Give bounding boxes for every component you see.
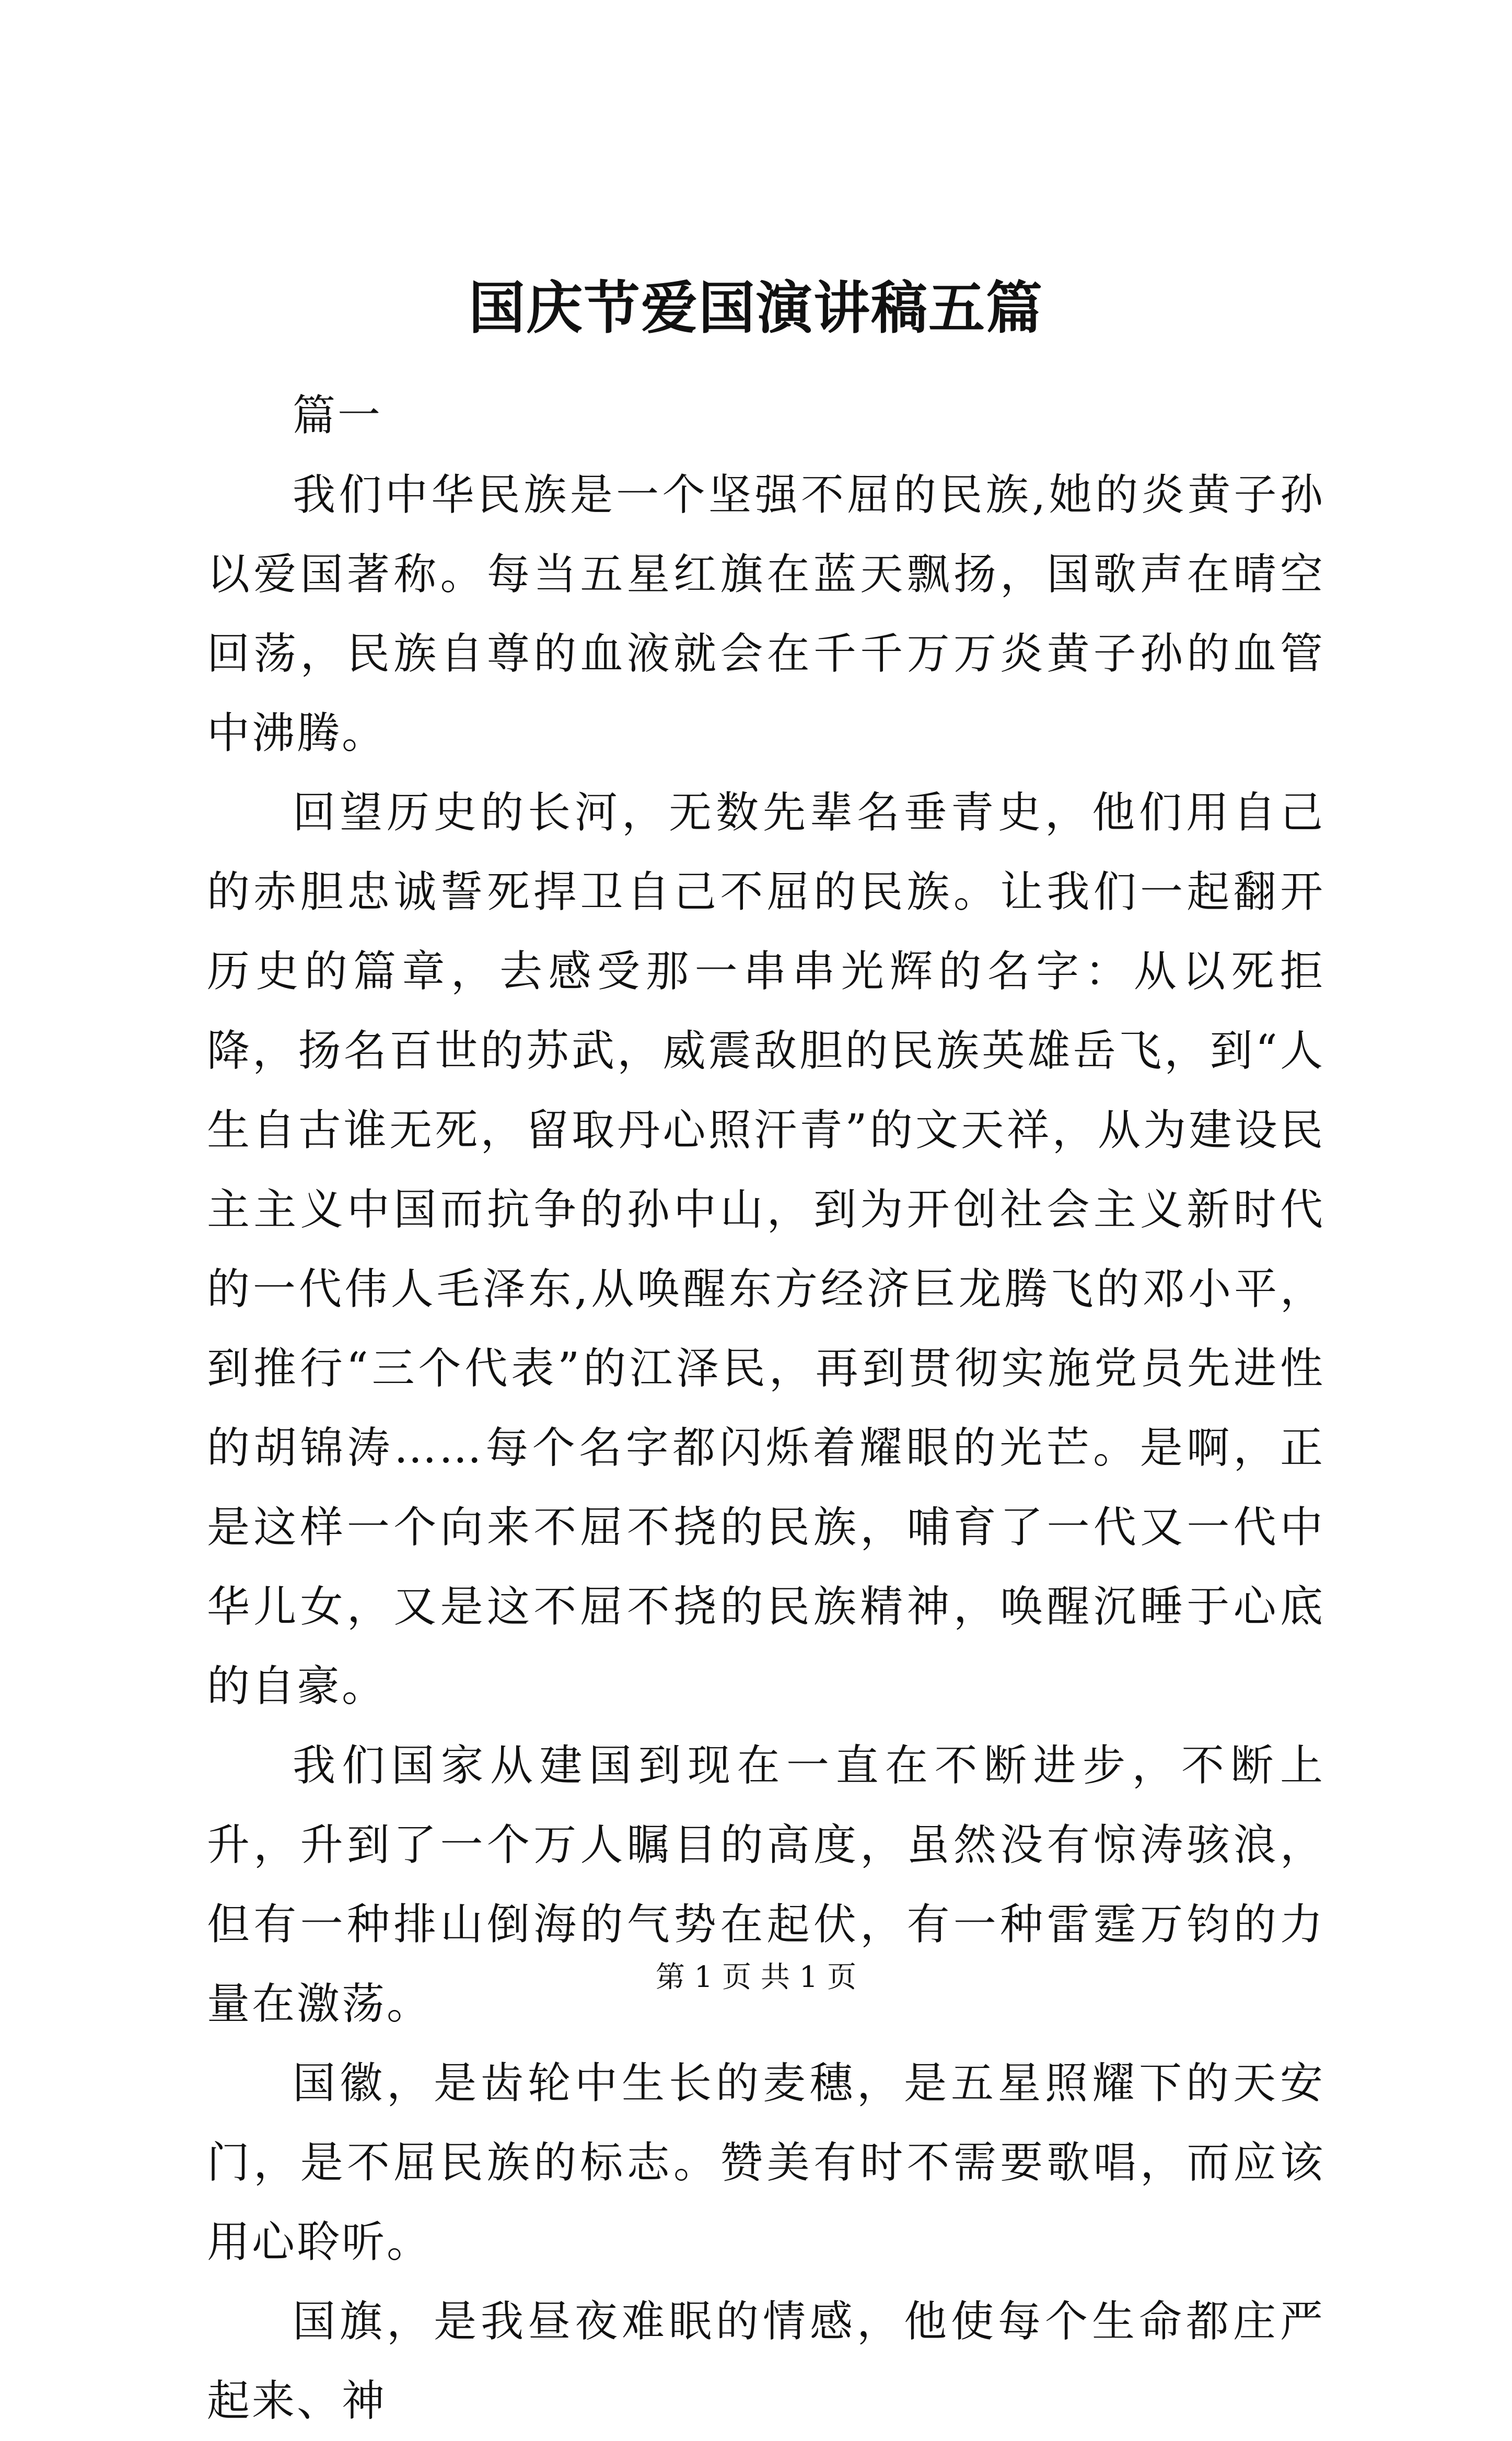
paragraph-5: 国旗，是我昼夜难眠的情感，他使每个生命都庄严起来、神 xyxy=(207,2297,1325,2426)
paragraph-4: 国徽，是齿轮中生长的麦穗，是五星照耀下的天安门，是不屈民族的标志。赞美有时不需要歌唱，而应该用心聆听。 xyxy=(207,2059,1325,2267)
paragraph-3: 我们国家从建国到现在一直在不断进步，不断上升，升到了一个万人瞩目的高度，虽然没有惊涛骇浪，但有一种排山倒海的气势在起伏，有一种雷霆万钧的力量在激荡。 xyxy=(207,1741,1325,2029)
section-heading: 篇一 xyxy=(293,391,383,440)
page-footer: 第 1 页 共 1 页 xyxy=(655,1960,857,1994)
paragraph-1: 我们中华民族是一个坚强不屈的民族,她的炎黄子孙以爱国著称。每当五星红旗在蓝天飘扬，国歌声在晴空回荡，民族自尊的血液就会在千千万万炎黄子孙的血管中沸腾。 xyxy=(207,470,1325,758)
document-body xyxy=(207,376,1325,2441)
paragraph-2: 回望历史的长河，无数先辈名垂青史，他们用自己的赤胆忠诚誓死捍卫自己不屈的民族。让我们一起翻开历史的篇章，去感受那一串串光辉的名字：从以死拒降，扬名百世的苏武，威震敌胆的民族英雄岳飞，到“人生自古谁无死，留取丹心照汗青”的文天祥，从为建设民主主义中国而抗争的孙中山，到为开创社会主义新时代的一代伟人毛泽东,从唤醒东方经济巨龙腾飞的邓小平，到推行“三个代表”的江泽民，再到贯彻实施党员先进性的胡锦涛……每个名字都闪烁着耀眼的光芒。是啊，正是这样一个向来不屈不挠的民族，哺育了一代又一代中华儿女，又是这不屈不挠的民族精神，唤醒沉睡于心底的自豪。 xyxy=(207,788,1325,1711)
document-title: 国庆节爱国演讲稿五篇 xyxy=(468,275,1043,341)
